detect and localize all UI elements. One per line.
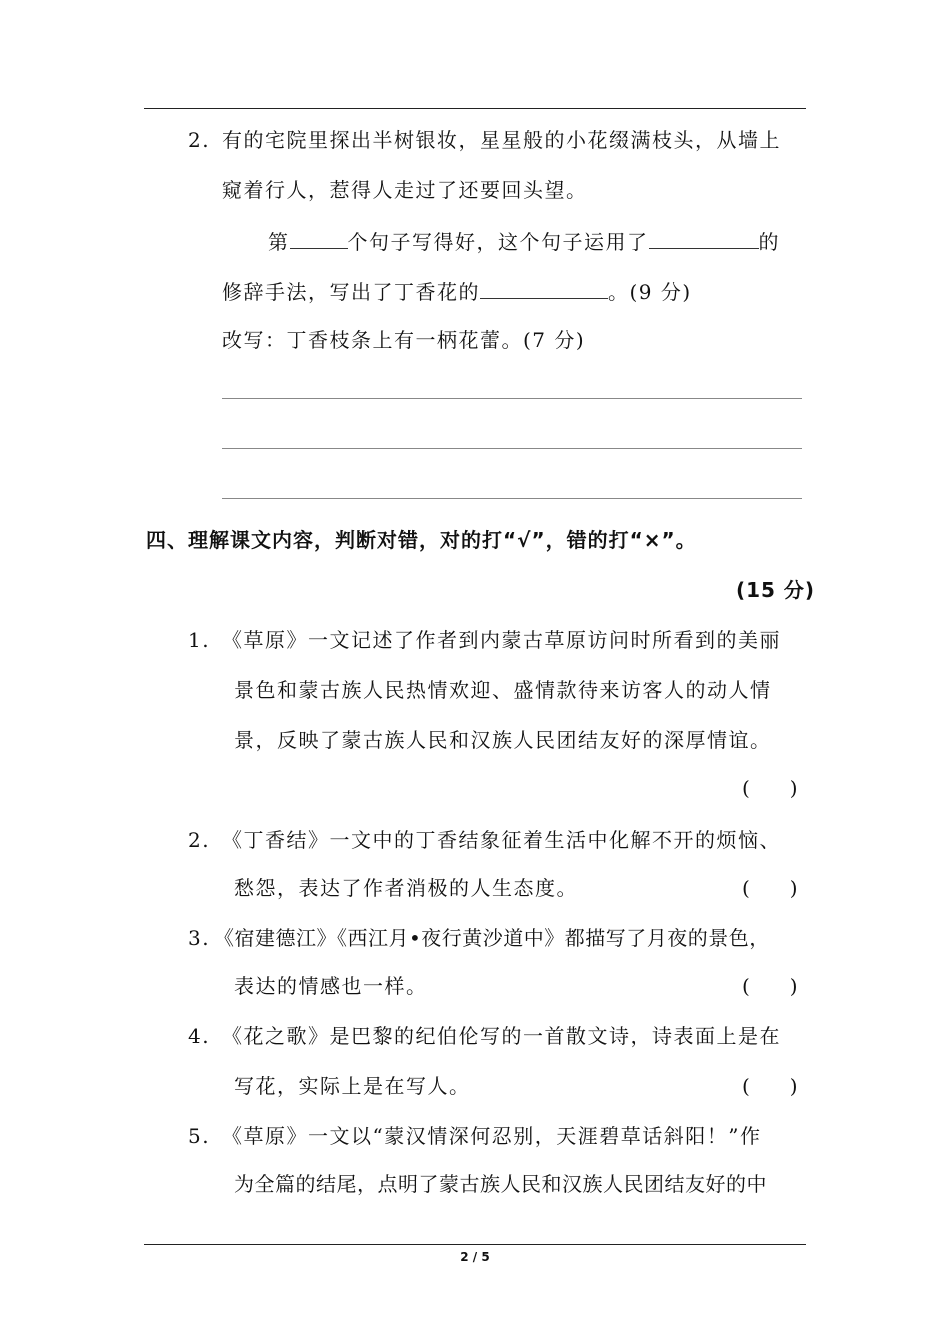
blank-sentence-number[interactable] (290, 226, 348, 249)
q2-fill-text-5: 。(9 分) (608, 280, 692, 304)
q2-fill-sentence-cont (222, 276, 692, 306)
item-4-line-2: 写花，实际上是在写人。 (234, 1074, 471, 1098)
q2-fill-text-1: 第 (268, 230, 290, 254)
q2-line-1: 有的宅院里探出半树银妆，星星般的小花缀满枝头，从墙上 (222, 128, 781, 152)
item-4-number: 4. (188, 1024, 211, 1048)
item-3-line-2: 表达的情感也一样。 (234, 974, 428, 998)
item-2-line-2: 愁怨，表达了作者消极的人生态度。 (234, 876, 578, 900)
q2-fill-sentence (268, 226, 780, 256)
item-2-answer-paren[interactable]: ( ) (742, 876, 798, 900)
item-2-line-1: 《丁香结》一文中的丁香结象征着生活中化解不开的烦恼、 (222, 828, 781, 852)
item-4-line-1: 《花之歌》是巴黎的纪伯伦写的一首散文诗，诗表面上是在 (222, 1024, 781, 1048)
item-1-line-3: 景，反映了蒙古族人民和汉族人民团结友好的深厚情谊。 (234, 728, 772, 752)
q2-fill-text-4: 修辞手法，写出了丁香花的 (222, 280, 480, 304)
section-4-title: 四、理解课文内容，判断对错，对的打“√”，错的打“×”。 (146, 528, 697, 552)
q2-rewrite-prompt: 改写：丁香枝条上有一柄花蕾。(7 分) (222, 328, 586, 352)
item-4-answer-paren[interactable]: ( ) (742, 1074, 798, 1098)
item-5-number: 5. (188, 1124, 211, 1148)
item-3-number: 3. (188, 926, 211, 950)
item-2-number: 2. (188, 828, 211, 852)
answer-line-3[interactable] (222, 498, 802, 499)
q2-fill-text-2: 个句子写得好，这个句子运用了 (347, 230, 649, 254)
item-1-answer-paren[interactable]: ( ) (742, 776, 798, 800)
header-rule (144, 108, 806, 109)
item-3-line-1: 《宿建德江》《西江月•夜行黄沙道中》都描写了月夜的景色， (214, 926, 770, 950)
item-3-answer-paren[interactable]: ( ) (742, 974, 798, 998)
answer-line-2[interactable] (222, 448, 802, 449)
q2-fill-text-3: 的 (758, 230, 780, 254)
blank-rhetoric-device[interactable] (649, 226, 759, 249)
q2-line-2: 窥着行人，惹得人走过了还要回头望。 (222, 178, 588, 202)
section-4-score: (15 分) (736, 578, 816, 602)
footer-rule (144, 1244, 806, 1245)
answer-line-1[interactable] (222, 398, 802, 399)
page-number: 2 / 5 (460, 1250, 490, 1264)
item-1-line-2: 景色和蒙古族人民热情欢迎、盛情款待来访客人的动人情 (234, 678, 772, 702)
item-1-line-1: 《草原》一文记述了作者到内蒙古草原访问时所看到的美丽 (222, 628, 781, 652)
blank-flower-feature[interactable] (480, 276, 608, 299)
q2-number: 2. (188, 128, 211, 152)
item-5-line-1: 《草原》一文以“蒙汉情深何忍别，天涯碧草话斜阳！”作 (222, 1124, 762, 1148)
item-5-line-2: 为全篇的结尾，点明了蒙古族人民和汉族人民团结友好的中 (234, 1172, 767, 1196)
item-1-number: 1. (188, 628, 211, 652)
